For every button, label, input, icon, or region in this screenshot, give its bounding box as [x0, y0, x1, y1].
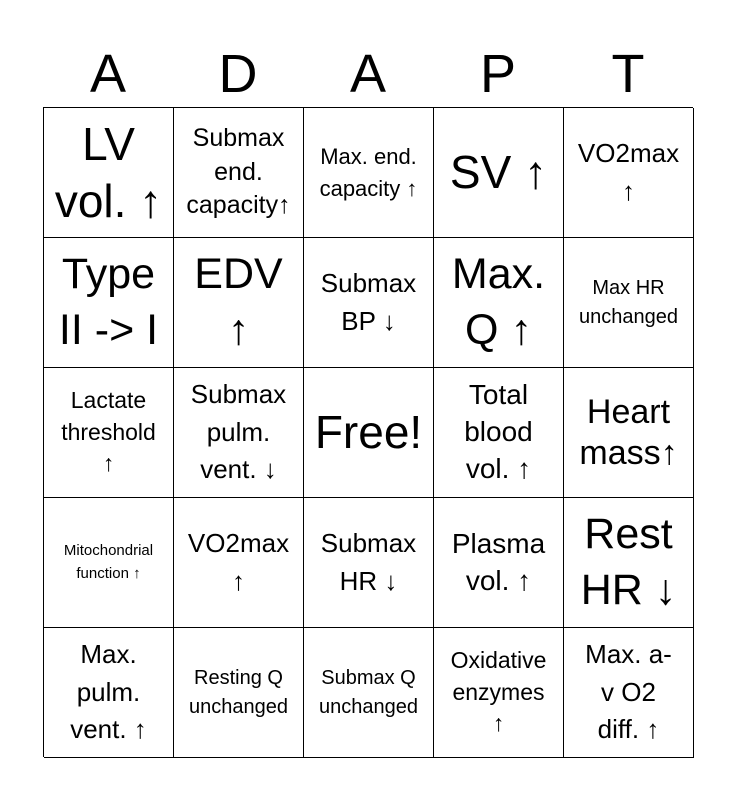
cell-text: Lactate threshold ↑ — [61, 386, 156, 477]
bingo-cell-r1c5 — [564, 108, 694, 238]
bingo-cell-r1c3 — [304, 108, 434, 238]
cell-text: Submax HR ↓ — [320, 528, 417, 596]
cell-text: Total blood vol. ↑ — [464, 379, 533, 484]
cell-text: Resting Q unchanged — [189, 667, 288, 718]
bingo-cell-r5c5 — [564, 628, 694, 758]
cell-text: Submax pulm. vent. ↓ — [190, 379, 287, 485]
cell-text: VO2max ↑ — [187, 528, 290, 596]
bingo-board — [43, 107, 693, 757]
cell-text: VO2max ↑ — [577, 138, 680, 206]
cell-text: EDV ↑ — [194, 249, 283, 354]
cell-text: Max. end. capacity ↑ — [319, 143, 418, 201]
bingo-cell-r4c5 — [564, 498, 694, 628]
bingo-cell-r2c4 — [434, 238, 564, 368]
cell-text: LV vol. ↑ — [54, 118, 163, 227]
bingo-cell-r5c4 — [434, 628, 564, 758]
header-letter-d: D — [218, 44, 258, 104]
bingo-cell-r5c1 — [44, 628, 174, 758]
bingo-cell-r4c3 — [304, 498, 434, 628]
free-space-text: Free! — [314, 406, 423, 459]
bingo-cell-r4c1 — [44, 498, 174, 628]
header-letter-a-2: A — [349, 44, 387, 104]
bingo-cell-r4c4 — [434, 498, 564, 628]
cell-text: Type II -> I — [58, 249, 159, 354]
cell-text: Max. Q ↑ — [451, 249, 546, 354]
bingo-cell-r1c2 — [174, 108, 304, 238]
bingo-cell-r1c4 — [434, 108, 564, 238]
header-letter-a: A — [89, 44, 127, 104]
bingo-cell-free — [304, 368, 434, 498]
cell-text: SV ↑ — [449, 146, 548, 199]
cell-text: Submax Q unchanged — [319, 667, 418, 718]
bingo-cell-r5c3 — [304, 628, 434, 758]
cell-text: Heart mass↑ — [579, 392, 678, 472]
bingo-cell-r2c5 — [564, 238, 694, 368]
header-letter-t: T — [611, 44, 645, 104]
cell-text: Rest HR ↓ — [580, 509, 677, 614]
bingo-cell-r3c2 — [174, 368, 304, 498]
bingo-cell-r3c1 — [44, 368, 174, 498]
header-letter-p: P — [479, 44, 517, 104]
bingo-cell-r2c1 — [44, 238, 174, 368]
cell-text: Max. a- v O2 diff. ↑ — [585, 639, 672, 745]
cell-text: Submax BP ↓ — [320, 268, 417, 336]
bingo-cell-r3c5 — [564, 368, 694, 498]
bingo-cell-r4c2 — [174, 498, 304, 628]
cell-text: Max. pulm. vent. ↑ — [70, 639, 147, 745]
bingo-header — [43, 40, 693, 108]
bingo-cell-r2c3 — [304, 238, 434, 368]
cell-text: Oxidative enzymes ↑ — [450, 646, 547, 737]
cell-text: Submax end. capacity↑ — [186, 123, 291, 220]
cell-text: Plasma vol. ↑ — [451, 527, 546, 596]
bingo-cell-r5c2 — [174, 628, 304, 758]
bingo-cell-r3c4 — [434, 368, 564, 498]
cell-text: Max HR unchanged — [579, 277, 678, 328]
bingo-cell-r2c2 — [174, 238, 304, 368]
cell-text: Mitochondrial function ↑ — [63, 542, 154, 582]
bingo-cell-r1c1 — [44, 108, 174, 238]
